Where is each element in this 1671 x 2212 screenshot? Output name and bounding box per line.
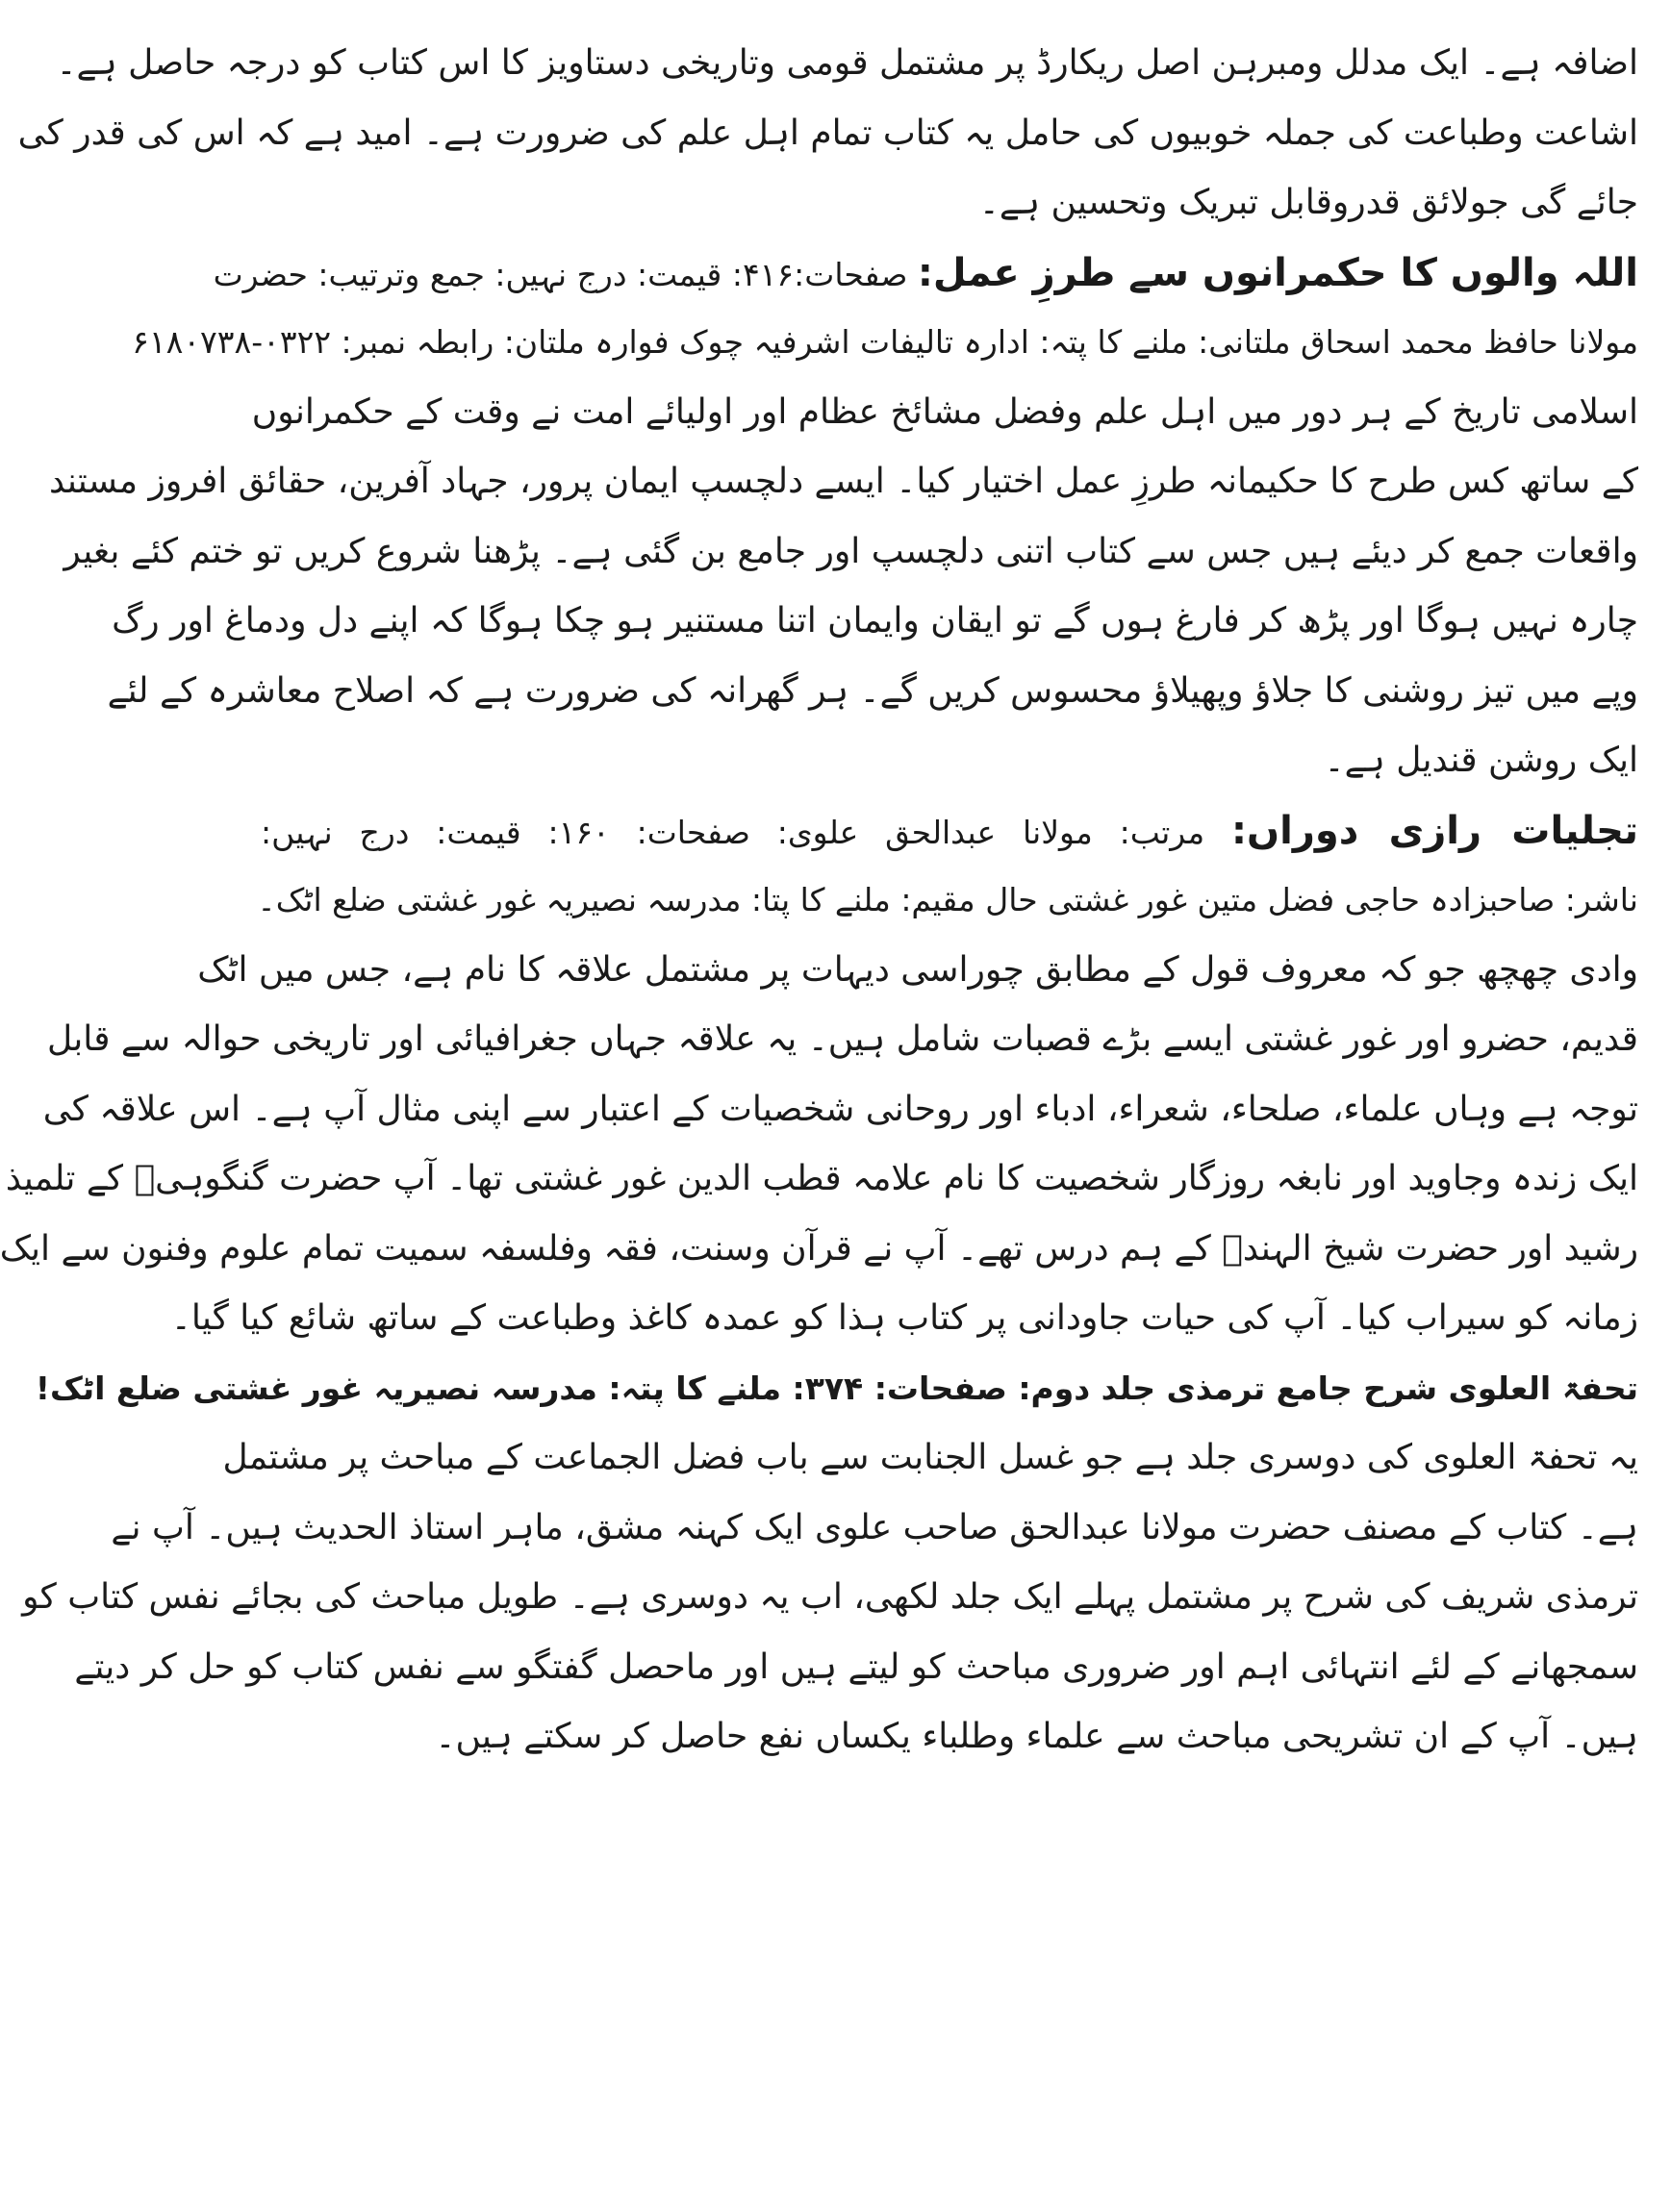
text-line: وپے میں تیز روشنی کا جلاؤ وپھیلاؤ محسوس کریں گے۔ ہر گھرانہ کی ضرورت ہے کہ اصلاح معاشرہ کے لئے bbox=[107, 670, 1638, 711]
book-review-2 bbox=[0, 796, 1638, 1354]
text-line: اسلامی تاریخ کے ہر دور میں اہل علم وفضل مشائخ عظام اور اولیائے امت نے وقت کے حکمرانوں bbox=[251, 391, 1638, 432]
text-line: توجہ ہے وہاں علماء، صلحاء، شعراء، ادباء اور روحانی شخصیات کے اعتبار سے اپنی مثال آپ ہے۔ اس علاقہ کی bbox=[42, 1089, 1638, 1129]
book-heading-line bbox=[213, 239, 1638, 309]
text-line: یہ تحفۃ العلوی کی دوسری جلد ہے جو غسل الجنابت سے باب فضل الجماعت کے مباحث پر مشتمل bbox=[222, 1438, 1638, 1477]
text-line: زمانہ کو سیراب کیا۔ آپ کی حیات جاودانی پر کتاب ہذا کو عمدہ کاغذ وطباعت کے ساتھ شائع کیا گیا۔ bbox=[170, 1298, 1638, 1338]
book-heading-line bbox=[261, 796, 1638, 867]
text-line: جائے گی جولائق قدروقابل تبریک وتحسین ہے۔ bbox=[978, 183, 1638, 222]
book-review-3 bbox=[22, 1354, 1638, 1772]
book-title: تجلیات رازی دوراں: bbox=[1231, 808, 1638, 853]
book-heading-line: تحفۃ العلوی شرح جامع ترمذی جلد دوم: صفحات: ۳۷۴: ملنے کا پتہ: مدرسہ نصیریہ غور غشتی ضلع اٹک! bbox=[35, 1369, 1638, 1407]
text-line: ہے۔ کتاب کے مصنف حضرت مولانا عبدالحق صاحب علوی ایک کہنہ مشق، ماہر استاذ الحدیث ہیں۔ آپ نے bbox=[111, 1507, 1638, 1547]
book-meta-line: ناشر: صاحبزادہ حاجی فضل متین غور غشتی حال مقیم: ملنے کا پتا: مدرسہ نصیریہ غور غشتی ضلع اٹک۔ bbox=[257, 881, 1638, 918]
text-line: رشید اور حضرت شیخ الہندؒ کے ہم درس تھے۔ آپ نے قرآن وسنت، فقہ وفلسفہ سمیت تمام علوم وفنون سے ایک bbox=[0, 1228, 1638, 1269]
book-meta: مرتب: مولانا عبدالحق علوی: صفحات: ۱۶۰: قیمت: درج نہیں: bbox=[261, 813, 1205, 851]
text-line: سمجھانے کے لئے انتہائی اہم اور ضروری مباحث کو لیتے ہیں اور ماحصل گفتگو سے نفس کتاب کو حل کر دیتے bbox=[74, 1646, 1638, 1687]
intro-paragraph bbox=[17, 29, 1638, 239]
text-line: اضافہ ہے۔ ایک مدلل ومبرہن اصل ریکارڈ پر مشتمل قومی وتاریخی دستاویز کا اس کتاب کو درجہ حاصل ہے۔ bbox=[56, 43, 1638, 83]
book-review-1 bbox=[48, 239, 1638, 796]
book-title: اللہ والوں کا حکمرانوں سے طرزِ عمل: bbox=[917, 250, 1638, 295]
text-line: وادی چھچھ جو کہ معروف قول کے مطابق چوراسی دیہات پر مشتمل علاقہ کا نام ہے، جس میں اٹک bbox=[197, 949, 1638, 990]
text-line: ہیں۔ آپ کے ان تشریحی مباحث سے علماء وطلباء یکساں نفع حاصل کر سکتے ہیں۔ bbox=[435, 1717, 1638, 1756]
text-line: چارہ نہیں ہوگا اور پڑھ کر فارغ ہوں گے تو ایقان وایمان اتنا مستنیر ہو چکا ہوگا کہ اپنے دل ودماغ اور رگ bbox=[112, 601, 1638, 641]
book-meta: صفحات:۴۱۶: قیمت: درج نہیں: جمع وترتیب: حضرت bbox=[213, 255, 908, 293]
text-line: کے ساتھ کس طرح کا حکیمانہ طرزِ عمل اختیار کیا۔ ایسے دلچسپ ایمان پرور، جہاد آفرین، حقائق افروز مستند bbox=[48, 462, 1638, 501]
book-meta-line: مولانا حافظ محمد اسحاق ملتانی: ملنے کا پتہ: ادارہ تالیفات اشرفیہ چوک فوارہ ملتان: رابطہ نمبر: ۰۳۲۲-۶۱۸۰۷۳۸ bbox=[132, 323, 1638, 361]
text-line: ایک روشن قندیل ہے۔ bbox=[1324, 741, 1638, 780]
text-line: قدیم، حضرو اور غور غشتی ایسے بڑے قصبات شامل ہیں۔ یہ علاقہ جہاں جغرافیائی اور تاریخی حوالہ سے قابل bbox=[46, 1019, 1638, 1059]
text-line: ترمذی شریف کی شرح پر مشتمل پہلے ایک جلد لکھی، اب یہ دوسری ہے۔ طویل مباحث کی بجائے نفس کتاب کو bbox=[22, 1577, 1638, 1617]
text-line: واقعات جمع کر دیئے ہیں جس سے کتاب اتنی دلچسپ اور جامع بن گئی ہے۔ پڑھنا شروع کریں تو ختم کئے بغیر bbox=[63, 531, 1638, 571]
text-line: ایک زندہ وجاوید اور نابغہ روزگار شخصیت کا نام علامہ قطب الدین غور غشتی تھا۔ آپ حضرت گنگوہیؒ کے تلمیذ bbox=[5, 1159, 1638, 1198]
text-line: اشاعت وطباعت کی جملہ خوبیوں کی حامل یہ کتاب تمام اہل علم کی ضرورت ہے۔ امید ہے کہ اس کی قدر کی bbox=[17, 113, 1638, 153]
